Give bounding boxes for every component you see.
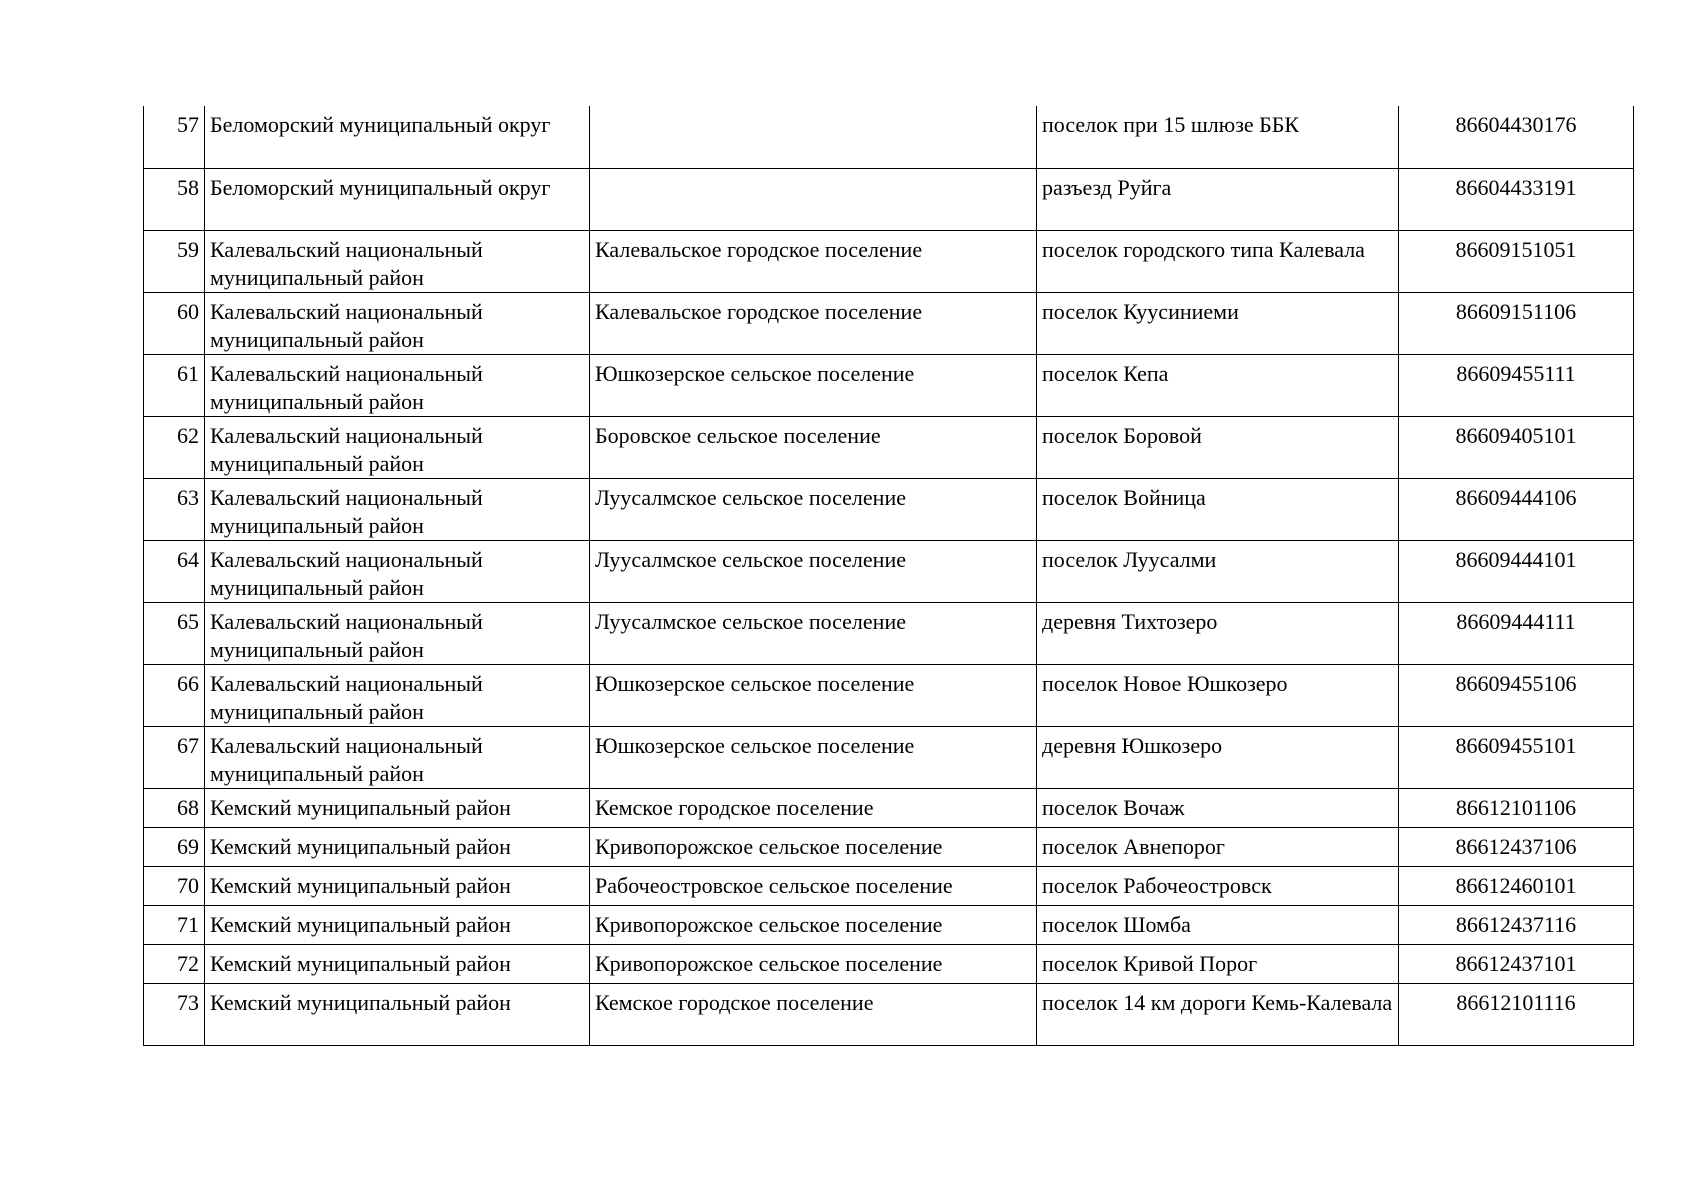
oktmo-code-cell: 86609151051 xyxy=(1399,230,1634,292)
table-body xyxy=(144,106,1634,1045)
locality-cell: деревня Юшкозеро xyxy=(1037,726,1399,788)
row-number: 62 xyxy=(144,416,205,478)
district-cell: Калевальский национальный муниципальный район xyxy=(205,540,590,602)
oktmo-code-cell: 86609444106 xyxy=(1399,478,1634,540)
table-row xyxy=(144,983,1634,1045)
district-cell: Кемский муниципальный район xyxy=(205,788,590,827)
row-number: 59 xyxy=(144,230,205,292)
locality-cell: поселок Боровой xyxy=(1037,416,1399,478)
row-number: 69 xyxy=(144,827,205,866)
oktmo-code-cell: 86609455101 xyxy=(1399,726,1634,788)
oktmo-code-cell: 86612437116 xyxy=(1399,905,1634,944)
table-row xyxy=(144,478,1634,540)
settlement-cell: Юшкозерское сельское поселение xyxy=(590,664,1037,726)
locality-cell: поселок Авнепорог xyxy=(1037,827,1399,866)
oktmo-code-cell: 86612437101 xyxy=(1399,944,1634,983)
oktmo-code-cell: 86604430176 xyxy=(1399,106,1634,168)
row-number: 65 xyxy=(144,602,205,664)
row-number: 67 xyxy=(144,726,205,788)
row-number: 63 xyxy=(144,478,205,540)
locality-cell: поселок Новое Юшкозеро xyxy=(1037,664,1399,726)
settlement-cell: Луусалмское сельское поселение xyxy=(590,478,1037,540)
settlement-cell: Юшкозерское сельское поселение xyxy=(590,354,1037,416)
oktmo-code-cell: 86612460101 xyxy=(1399,866,1634,905)
district-cell: Беломорский муниципальный округ xyxy=(205,106,590,168)
locality-cell: поселок Кепа xyxy=(1037,354,1399,416)
oktmo-code-cell: 86604433191 xyxy=(1399,168,1634,230)
table-row xyxy=(144,866,1634,905)
row-number: 73 xyxy=(144,983,205,1045)
row-number: 72 xyxy=(144,944,205,983)
locality-cell: поселок Луусалми xyxy=(1037,540,1399,602)
district-cell: Калевальский национальный муниципальный район xyxy=(205,230,590,292)
oktmo-code-cell: 86612437106 xyxy=(1399,827,1634,866)
locality-cell: поселок Рабочеостровск xyxy=(1037,866,1399,905)
district-cell: Калевальский национальный муниципальный район xyxy=(205,416,590,478)
district-cell: Кемский муниципальный район xyxy=(205,827,590,866)
row-number: 66 xyxy=(144,664,205,726)
settlement-cell: Кемское городское поселение xyxy=(590,983,1037,1045)
table-row xyxy=(144,230,1634,292)
locality-cell: поселок Кривой Порог xyxy=(1037,944,1399,983)
row-number: 71 xyxy=(144,905,205,944)
settlement-cell: Кривопорожское сельское поселение xyxy=(590,827,1037,866)
district-cell: Калевальский национальный муниципальный район xyxy=(205,664,590,726)
oktmo-code-cell: 86609405101 xyxy=(1399,416,1634,478)
locality-cell: поселок Куусиниеми xyxy=(1037,292,1399,354)
oktmo-code-cell: 86612101106 xyxy=(1399,788,1634,827)
locality-cell: деревня Тихтозеро xyxy=(1037,602,1399,664)
district-cell: Кемский муниципальный район xyxy=(205,905,590,944)
district-cell: Калевальский национальный муниципальный район xyxy=(205,478,590,540)
oktmo-code-cell: 86609455106 xyxy=(1399,664,1634,726)
oktmo-code-cell: 86609444111 xyxy=(1399,602,1634,664)
settlement-cell: Калевальское городское поселение xyxy=(590,292,1037,354)
oktmo-code-cell: 86609444101 xyxy=(1399,540,1634,602)
table-row xyxy=(144,602,1634,664)
settlement-cell: Кемское городское поселение xyxy=(590,788,1037,827)
table-row xyxy=(144,416,1634,478)
district-cell: Калевальский национальный муниципальный район xyxy=(205,292,590,354)
table-row xyxy=(144,726,1634,788)
district-cell: Калевальский национальный муниципальный район xyxy=(205,354,590,416)
settlement-cell xyxy=(590,168,1037,230)
table-row xyxy=(144,905,1634,944)
locality-cell: поселок при 15 шлюзе ББК xyxy=(1037,106,1399,168)
row-number: 70 xyxy=(144,866,205,905)
district-cell: Кемский муниципальный район xyxy=(205,866,590,905)
district-cell: Кемский муниципальный район xyxy=(205,944,590,983)
table-row xyxy=(144,106,1634,168)
settlement-cell: Калевальское городское поселение xyxy=(590,230,1037,292)
row-number: 68 xyxy=(144,788,205,827)
oktmo-code-cell: 86612101116 xyxy=(1399,983,1634,1045)
table-row xyxy=(144,540,1634,602)
district-cell: Кемский муниципальный район xyxy=(205,983,590,1045)
row-number: 60 xyxy=(144,292,205,354)
locality-cell: поселок Вочаж xyxy=(1037,788,1399,827)
table-row xyxy=(144,944,1634,983)
settlement-cell: Луусалмское сельское поселение xyxy=(590,540,1037,602)
settlement-cell xyxy=(590,106,1037,168)
settlement-cell: Луусалмское сельское поселение xyxy=(590,602,1037,664)
district-cell: Калевальский национальный муниципальный район xyxy=(205,602,590,664)
settlement-cell: Кривопорожское сельское поселение xyxy=(590,944,1037,983)
settlement-cell: Юшкозерское сельское поселение xyxy=(590,726,1037,788)
localities-table xyxy=(143,106,1634,1046)
locality-cell: поселок Шомба xyxy=(1037,905,1399,944)
locality-cell: поселок городского типа Калевала xyxy=(1037,230,1399,292)
table-row xyxy=(144,827,1634,866)
table-row xyxy=(144,168,1634,230)
settlement-cell: Кривопорожское сельское поселение xyxy=(590,905,1037,944)
oktmo-code-cell: 86609151106 xyxy=(1399,292,1634,354)
settlement-cell: Рабочеостровское сельское поселение xyxy=(590,866,1037,905)
table-row xyxy=(144,292,1634,354)
row-number: 61 xyxy=(144,354,205,416)
row-number: 58 xyxy=(144,168,205,230)
locality-cell: разъезд Руйга xyxy=(1037,168,1399,230)
row-number: 64 xyxy=(144,540,205,602)
row-number: 57 xyxy=(144,106,205,168)
settlement-cell: Боровское сельское поселение xyxy=(590,416,1037,478)
district-cell: Калевальский национальный муниципальный район xyxy=(205,726,590,788)
table-row xyxy=(144,788,1634,827)
locality-cell: поселок 14 км дороги Кемь-Калевала xyxy=(1037,983,1399,1045)
locality-cell: поселок Войница xyxy=(1037,478,1399,540)
oktmo-code-cell: 86609455111 xyxy=(1399,354,1634,416)
table-row xyxy=(144,354,1634,416)
table-row xyxy=(144,664,1634,726)
district-cell: Беломорский муниципальный округ xyxy=(205,168,590,230)
